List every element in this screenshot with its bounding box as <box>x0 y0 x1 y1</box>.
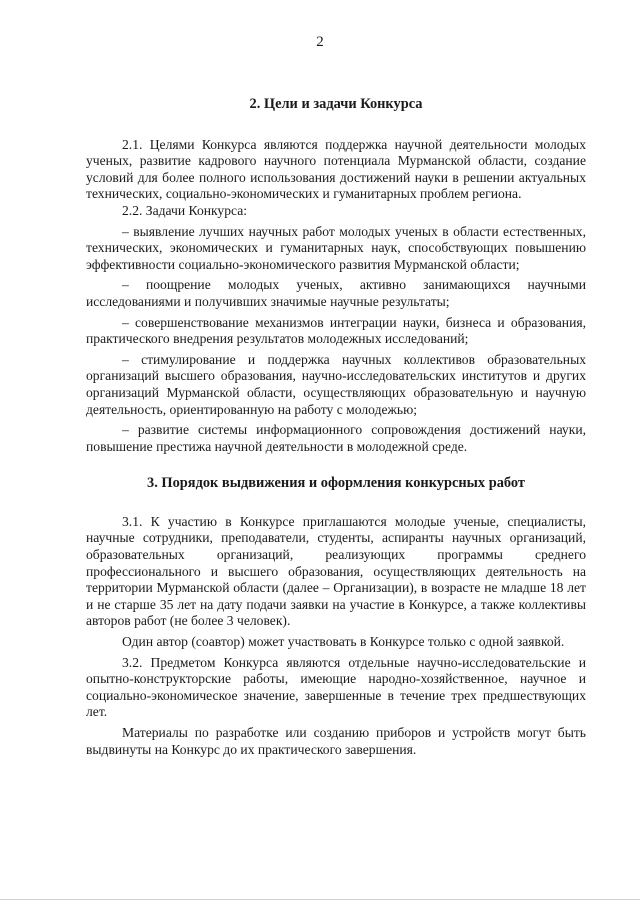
page-number: 2 <box>316 34 324 50</box>
task-item: – выявление лучших научных работ молодых ученых в области естественных, технических, экономических и гуманитарных наук, способствующих повышению эффективности социально-экономического развития Мурманской области; <box>86 223 586 272</box>
paragraph-materials: Материалы по разработке или созданию приборов и устройств могут быть выдвинуты на Конкурс до их практического завершения. <box>86 725 586 757</box>
task-item: – развитие системы информационного сопровождения достижений науки, повышение престижа научной деятельности в молодежной среде. <box>86 422 586 454</box>
paragraph-2-2: 2.2. Задачи Конкурса: <box>122 202 248 218</box>
paragraph-author-rule: Один автор (соавтор) может участвовать в Конкурсе только с одной заявкой. <box>122 634 565 650</box>
paragraph-3-1: 3.1. К участию в Конкурсе приглашаются молодые ученые, специалисты, научные сотрудники, преподаватели, студенты, аспиранты научных организаций, образовательных организаций, реализующих программы среднего профессионального и высшего образования, осуществляющих деятельность на территории Мурманской области (далее – Организации), в возрасте не младше 18 лет и не старше 35 лет на дату подачи заявки на участие в Конкурсе, а также коллективы авторов работ (не более 3 человек). <box>86 513 586 629</box>
scan-edge-line <box>0 899 640 900</box>
section-3-heading: 3. Порядок выдвижения и оформления конкурсных работ <box>147 475 525 492</box>
section-2-heading: 2. Цели и задачи Конкурса <box>249 96 423 112</box>
task-item: – совершенствование механизмов интеграции науки, бизнеса и образования, практического внедрения результатов молодежных исследований; <box>86 314 586 347</box>
paragraph-3-2: 3.2. Предметом Конкурса являются отдельные научно-исследовательские и опытно-конструкторские работы, имеющие народно-хозяйственное, научное и социально-экономическое значение, завершенные в течение трех предшествующих лет. <box>86 654 586 720</box>
paragraph-2-1: 2.1. Целями Конкурса являются поддержка научной деятельности молодых ученых, развитие кадрового научного потенциала Мурманской области, создание условий для более полного использования достижений науки в решении актуальных технических, социально-экономических и гуманитарных проблем региона. <box>86 136 586 202</box>
document-body <box>86 96 586 758</box>
task-item: – стимулирование и поддержка научных коллективов образовательных организаций высшего образования, научно-исследовательских институтов и других организаций Мурманской области, осуществляющих образовательную и научную деятельность, ориентированную на работу с молодежью; <box>86 351 586 417</box>
task-item: – поощрение молодых ученых, активно занимающихся научными исследованиями и получивших значимые научные результаты; <box>86 277 586 309</box>
